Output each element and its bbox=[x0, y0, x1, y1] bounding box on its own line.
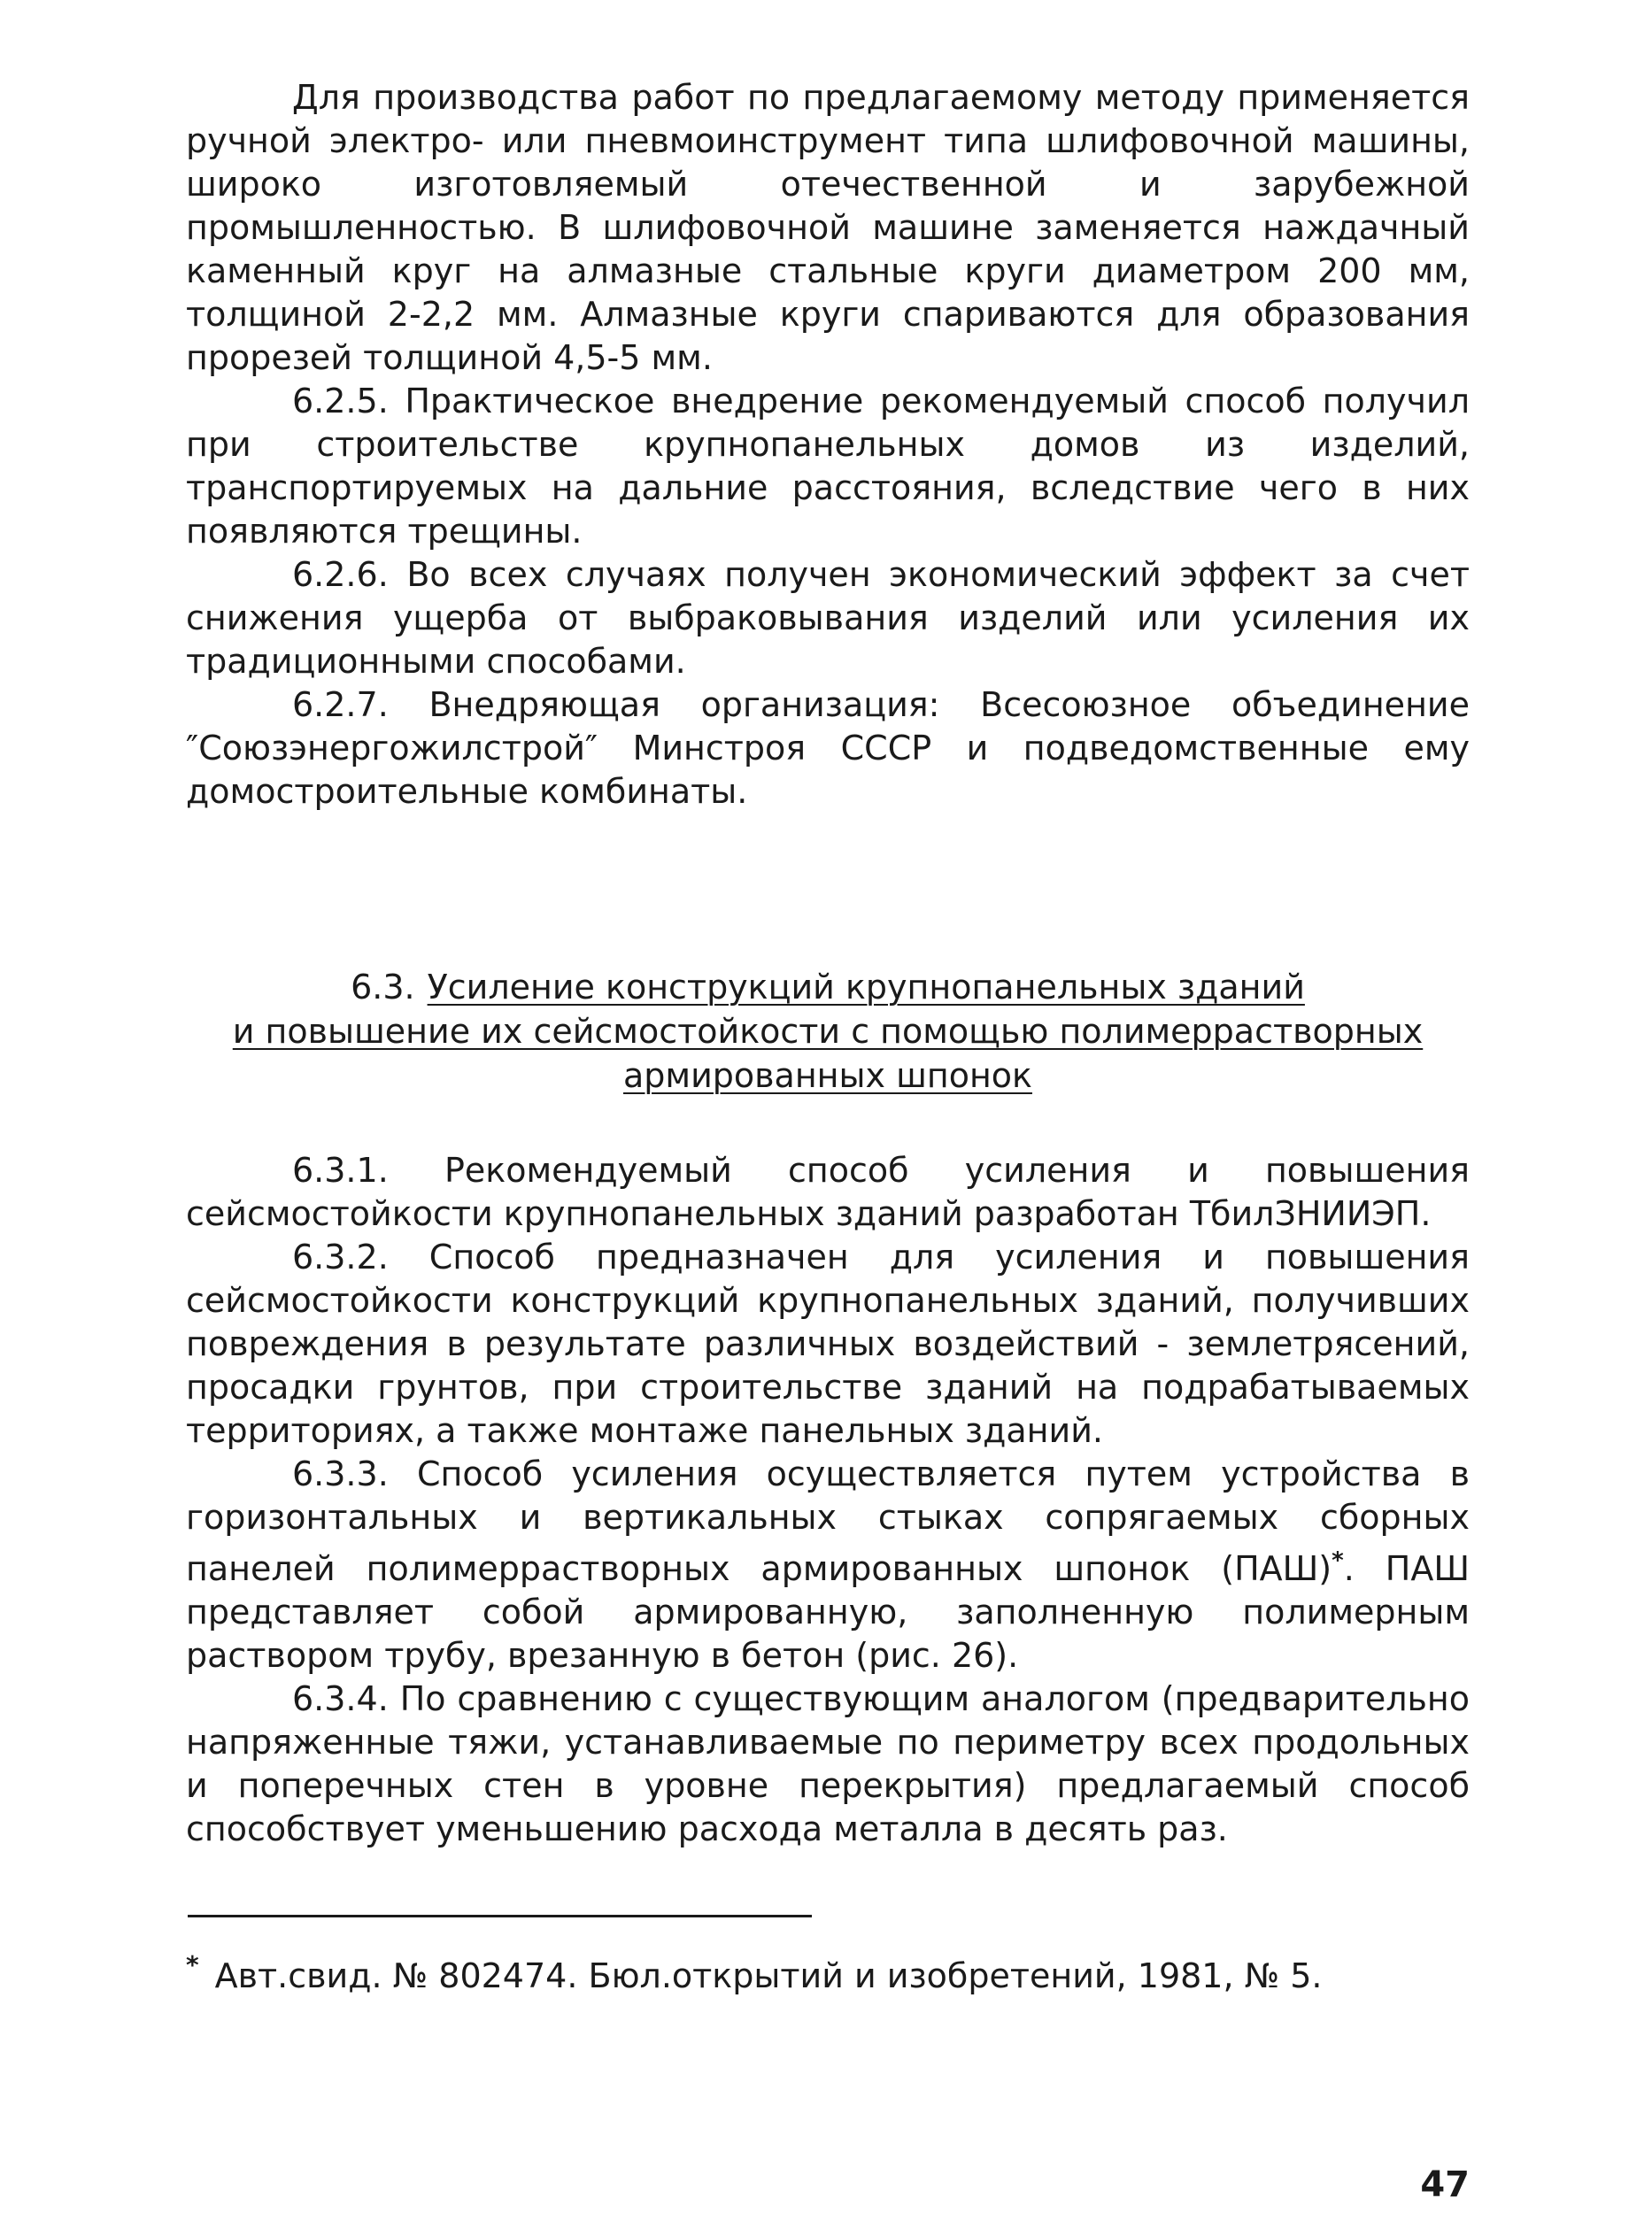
paragraph-text: По сравнению с существующим аналогом (предварительно напряженные тяжи, устанавливаемые по периметру всех продольных и поперечных стен в уровне перекрытия) предлагаемый способ способствует уменьшению расхода металла в десять раз. bbox=[186, 1679, 1470, 1848]
heading-title-line-2: и повышение их сейсмостойкости с помощью полимеррастворных bbox=[232, 1012, 1424, 1051]
paragraph-text: Во всех случаях получен экономический эффект за счет снижения ущерба от выбраковывания изделий или усиления их традиционными способами. bbox=[186, 555, 1470, 681]
paragraph-text: Внедряющая организация: Всесоюзное объединение ″Союзэнергожилстрой″ Минстроя СССР и подведомственные ему домостроительные комбинаты. bbox=[186, 685, 1470, 811]
paragraph-number: 6.2.5. bbox=[292, 382, 389, 420]
paragraph-6-3-1 bbox=[186, 1149, 1470, 1236]
paragraph-6-3-4 bbox=[186, 1678, 1470, 1851]
paragraph-number: 6.3.1. bbox=[292, 1151, 389, 1190]
lower-text-block bbox=[186, 1149, 1470, 1851]
paragraph-6-2-5 bbox=[186, 380, 1470, 553]
paragraph-number: 6.3.3. bbox=[292, 1454, 389, 1493]
paragraph-number: 6.2.7. bbox=[292, 685, 389, 724]
paragraph-number: 6.3.4. bbox=[292, 1679, 389, 1718]
intro-paragraph: Для производства работ по предлагаемому методу применяется ручной электро- или пневмоинструмент типа шлифовочной машины, широко изготовляемый отечественной и зарубежной промышленностью. В шлифовочной машине заменяется наждачный каменный круг на алмазные стальные круги диаметром 200 мм, толщиной 2-2,2 мм. Алмазные круги спариваются для образования прорезей толщиной 4,5-5 мм. bbox=[186, 78, 1470, 377]
paragraph-number: 6.3.2. bbox=[292, 1238, 389, 1277]
paragraph-number: 6.2.6. bbox=[292, 555, 389, 594]
paragraph-6-2-7 bbox=[186, 683, 1470, 814]
page-number: 47 bbox=[1420, 2164, 1470, 2205]
footnote bbox=[186, 1943, 1470, 1998]
paragraph-6-2-6 bbox=[186, 553, 1470, 683]
paragraph-text-after: . ПАШ представляет собой армированную, заполненную полимерным раствором трубу, врезанную в бетон (рис. 26). bbox=[186, 1549, 1470, 1675]
paragraph-text: Практическое внедрение рекомендуемый способ получил при строительстве крупнопанельных домов из изделий, транспортируемых на дальние расстояния, вследствие чего в них появляются трещины. bbox=[186, 382, 1470, 551]
footnote-reference-mark: * bbox=[1332, 1547, 1344, 1574]
heading-line-2 bbox=[186, 1009, 1470, 1053]
paragraph-text: Способ предназначен для усиления и повышения сейсмостойкости конструкций крупнопанельных зданий, получивших повреждения в результате различных воздействий - землетрясений, просадки грунтов, при строительстве зданий на подрабатываемых территориях, а также монтаже панельных зданий. bbox=[186, 1238, 1470, 1450]
footnote-text: Авт.свид. № 802474. Бюл.открытий и изобретений, 1981, № 5. bbox=[214, 1956, 1323, 1995]
footnote-divider bbox=[188, 1915, 812, 1917]
heading-line-1 bbox=[186, 965, 1470, 1009]
paragraph-6-3-3 bbox=[186, 1453, 1470, 1678]
heading-number: 6.3. bbox=[351, 968, 415, 1007]
section-heading-6-3 bbox=[186, 965, 1470, 1098]
heading-title-line-1: Усиление конструкций крупнопанельных зданий bbox=[427, 968, 1305, 1007]
upper-text-block bbox=[186, 76, 1470, 814]
heading-title-line-3: армированных шпонок bbox=[623, 1056, 1032, 1095]
footnote-mark: * bbox=[186, 1950, 199, 1979]
paragraph-text-before: Способ усиления осуществляется путем устройства в горизонтальных и вертикальных стыках сопрягаемых сборных панелей полимеррастворных армированных шпонок (ПАШ) bbox=[186, 1454, 1470, 1588]
heading-line-3 bbox=[186, 1053, 1470, 1098]
paragraph-6-3-2 bbox=[186, 1236, 1470, 1453]
paragraph-text: Рекомендуемый способ усиления и повышения сейсмостойкости крупнопанельных зданий разработан ТбилЗНИИЭП. bbox=[186, 1151, 1470, 1233]
